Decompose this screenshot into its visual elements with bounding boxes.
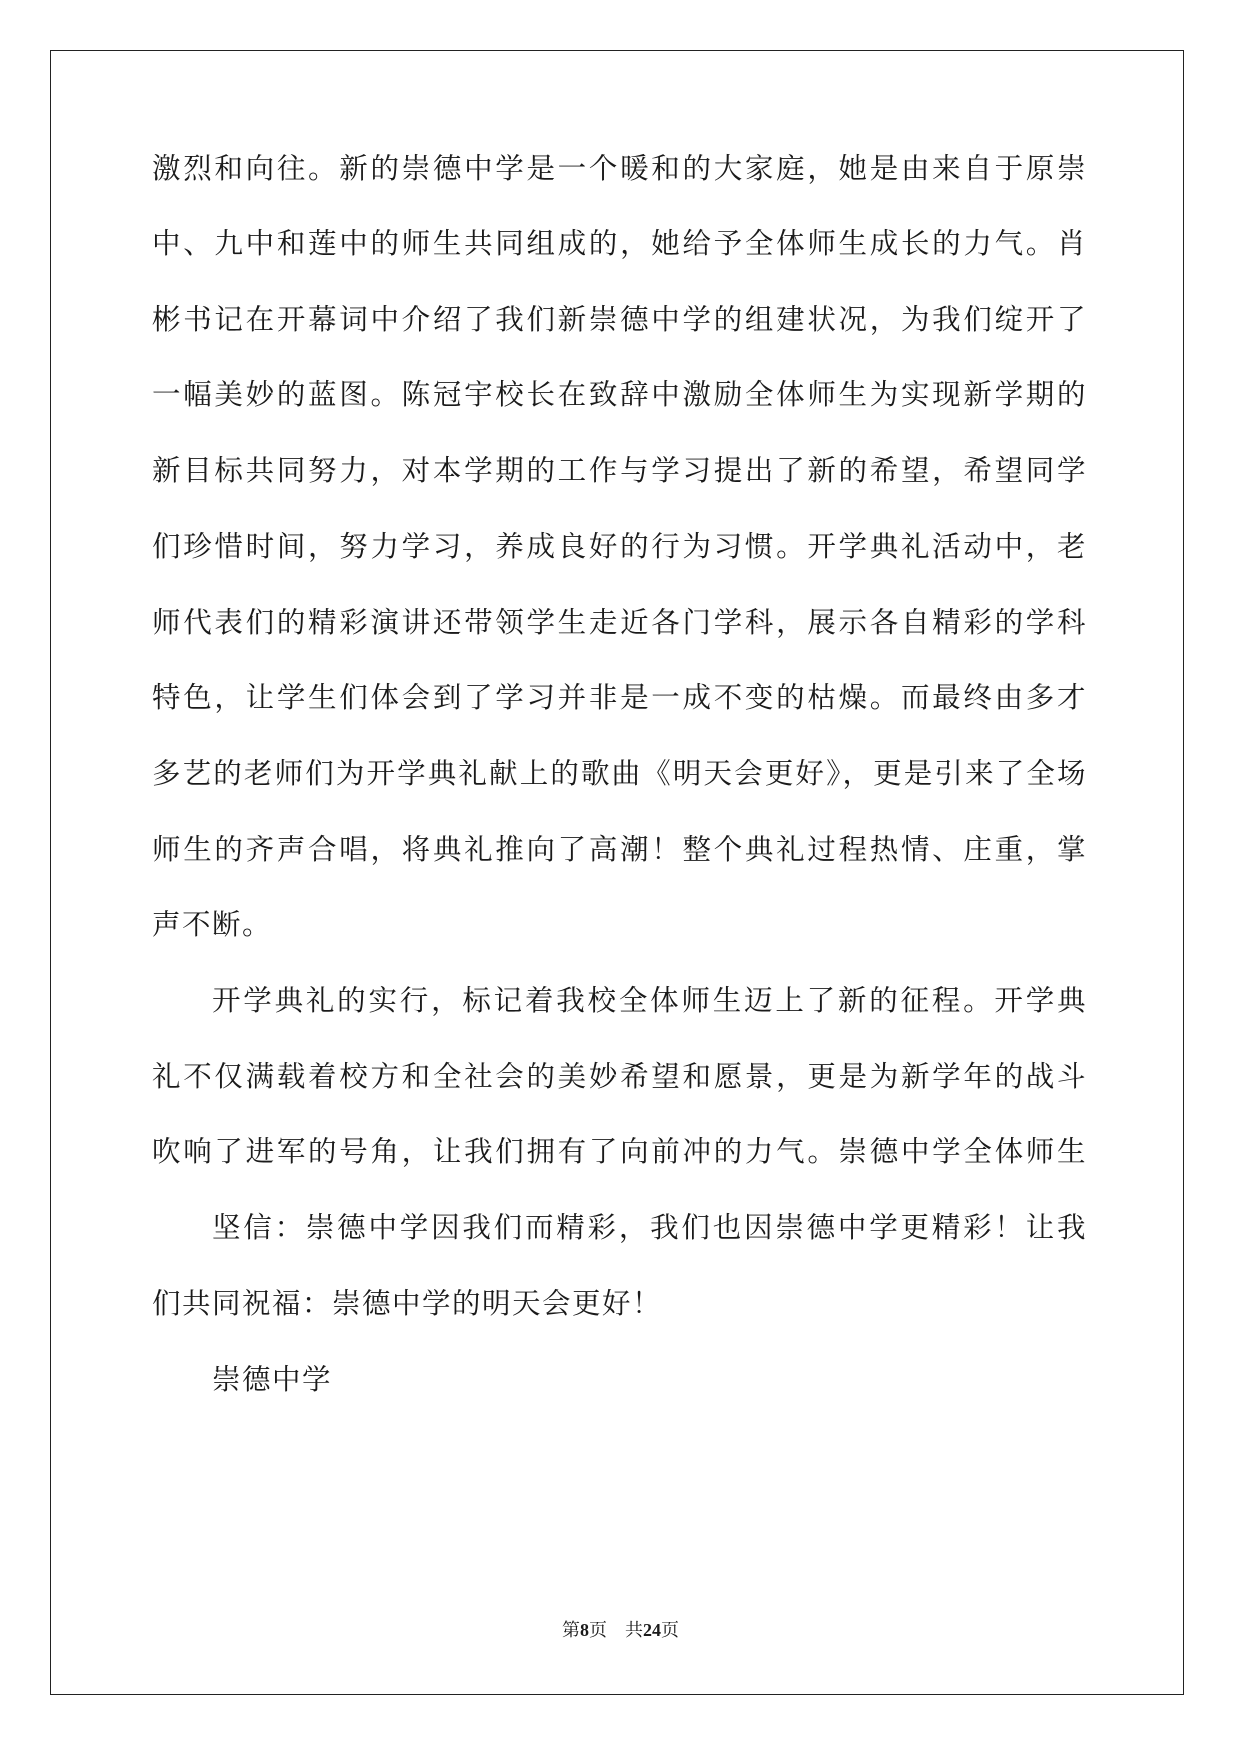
paragraph-start-line: 坚信：崇德中学因我们而精彩，我们也因崇德中学更精彩！让我 bbox=[212, 1211, 1087, 1244]
page-border bbox=[50, 50, 1184, 1695]
text-line: 礼不仅满载着校方和全社会的美妙希望和愿景，更是为新学年的战斗 bbox=[152, 1060, 1087, 1093]
text-line: 师代表们的精彩演讲还带领学生走近各门学科，展示各自精彩的学科 bbox=[152, 606, 1087, 639]
text-line: 激烈和向往。新的崇德中学是一个暖和的大家庭，她是由来自于原崇 bbox=[152, 152, 1087, 185]
text-line: 多艺的老师们为开学典礼献上的歌曲《明天会更好》，更是引来了全场 bbox=[152, 757, 1087, 790]
text-line: 声不断。 bbox=[152, 908, 273, 941]
total-prefix: 共 bbox=[625, 1620, 643, 1641]
total-suffix: 页 bbox=[661, 1620, 679, 1641]
text-line: 吹响了进军的号角，让我们拥有了向前冲的力气。崇德中学全体师生 bbox=[152, 1135, 1087, 1168]
text-line: 新目标共同努力，对本学期的工作与学习提出了新的希望，希望同学 bbox=[152, 454, 1087, 487]
text-line: 中、九中和莲中的师生共同组成的，她给予全体师生成长的力气。肖 bbox=[152, 227, 1087, 260]
page-prefix: 第 bbox=[562, 1620, 580, 1641]
page-number: 8 bbox=[580, 1620, 589, 1640]
text-line: 师生的齐声合唱，将典礼推向了高潮！整个典礼过程热情、庄重，掌 bbox=[152, 833, 1087, 866]
text-line: 彬书记在开幕词中介绍了我们新崇德中学的组建状况，为我们绽开了 bbox=[152, 303, 1087, 336]
text-line: 特色，让学生们体会到了学习并非是一成不变的枯燥。而最终由多才 bbox=[152, 681, 1087, 714]
page-total: 24 bbox=[643, 1620, 661, 1640]
signature-line: 崇德中学 bbox=[212, 1363, 333, 1396]
page-footer bbox=[0, 1618, 1241, 1643]
text-line: 一幅美妙的蓝图。陈冠宇校长在致辞中激励全体师生为实现新学期的 bbox=[152, 378, 1087, 411]
page-suffix: 页 bbox=[589, 1620, 607, 1641]
text-line: 们珍惜时间，努力学习，养成良好的行为习惯。开学典礼活动中，老 bbox=[152, 530, 1087, 563]
text-line: 们共同祝福：崇德中学的明天会更好！ bbox=[152, 1287, 663, 1320]
paragraph-start-line: 开学典礼的实行，标记着我校全体师生迈上了新的征程。开学典 bbox=[212, 984, 1087, 1017]
